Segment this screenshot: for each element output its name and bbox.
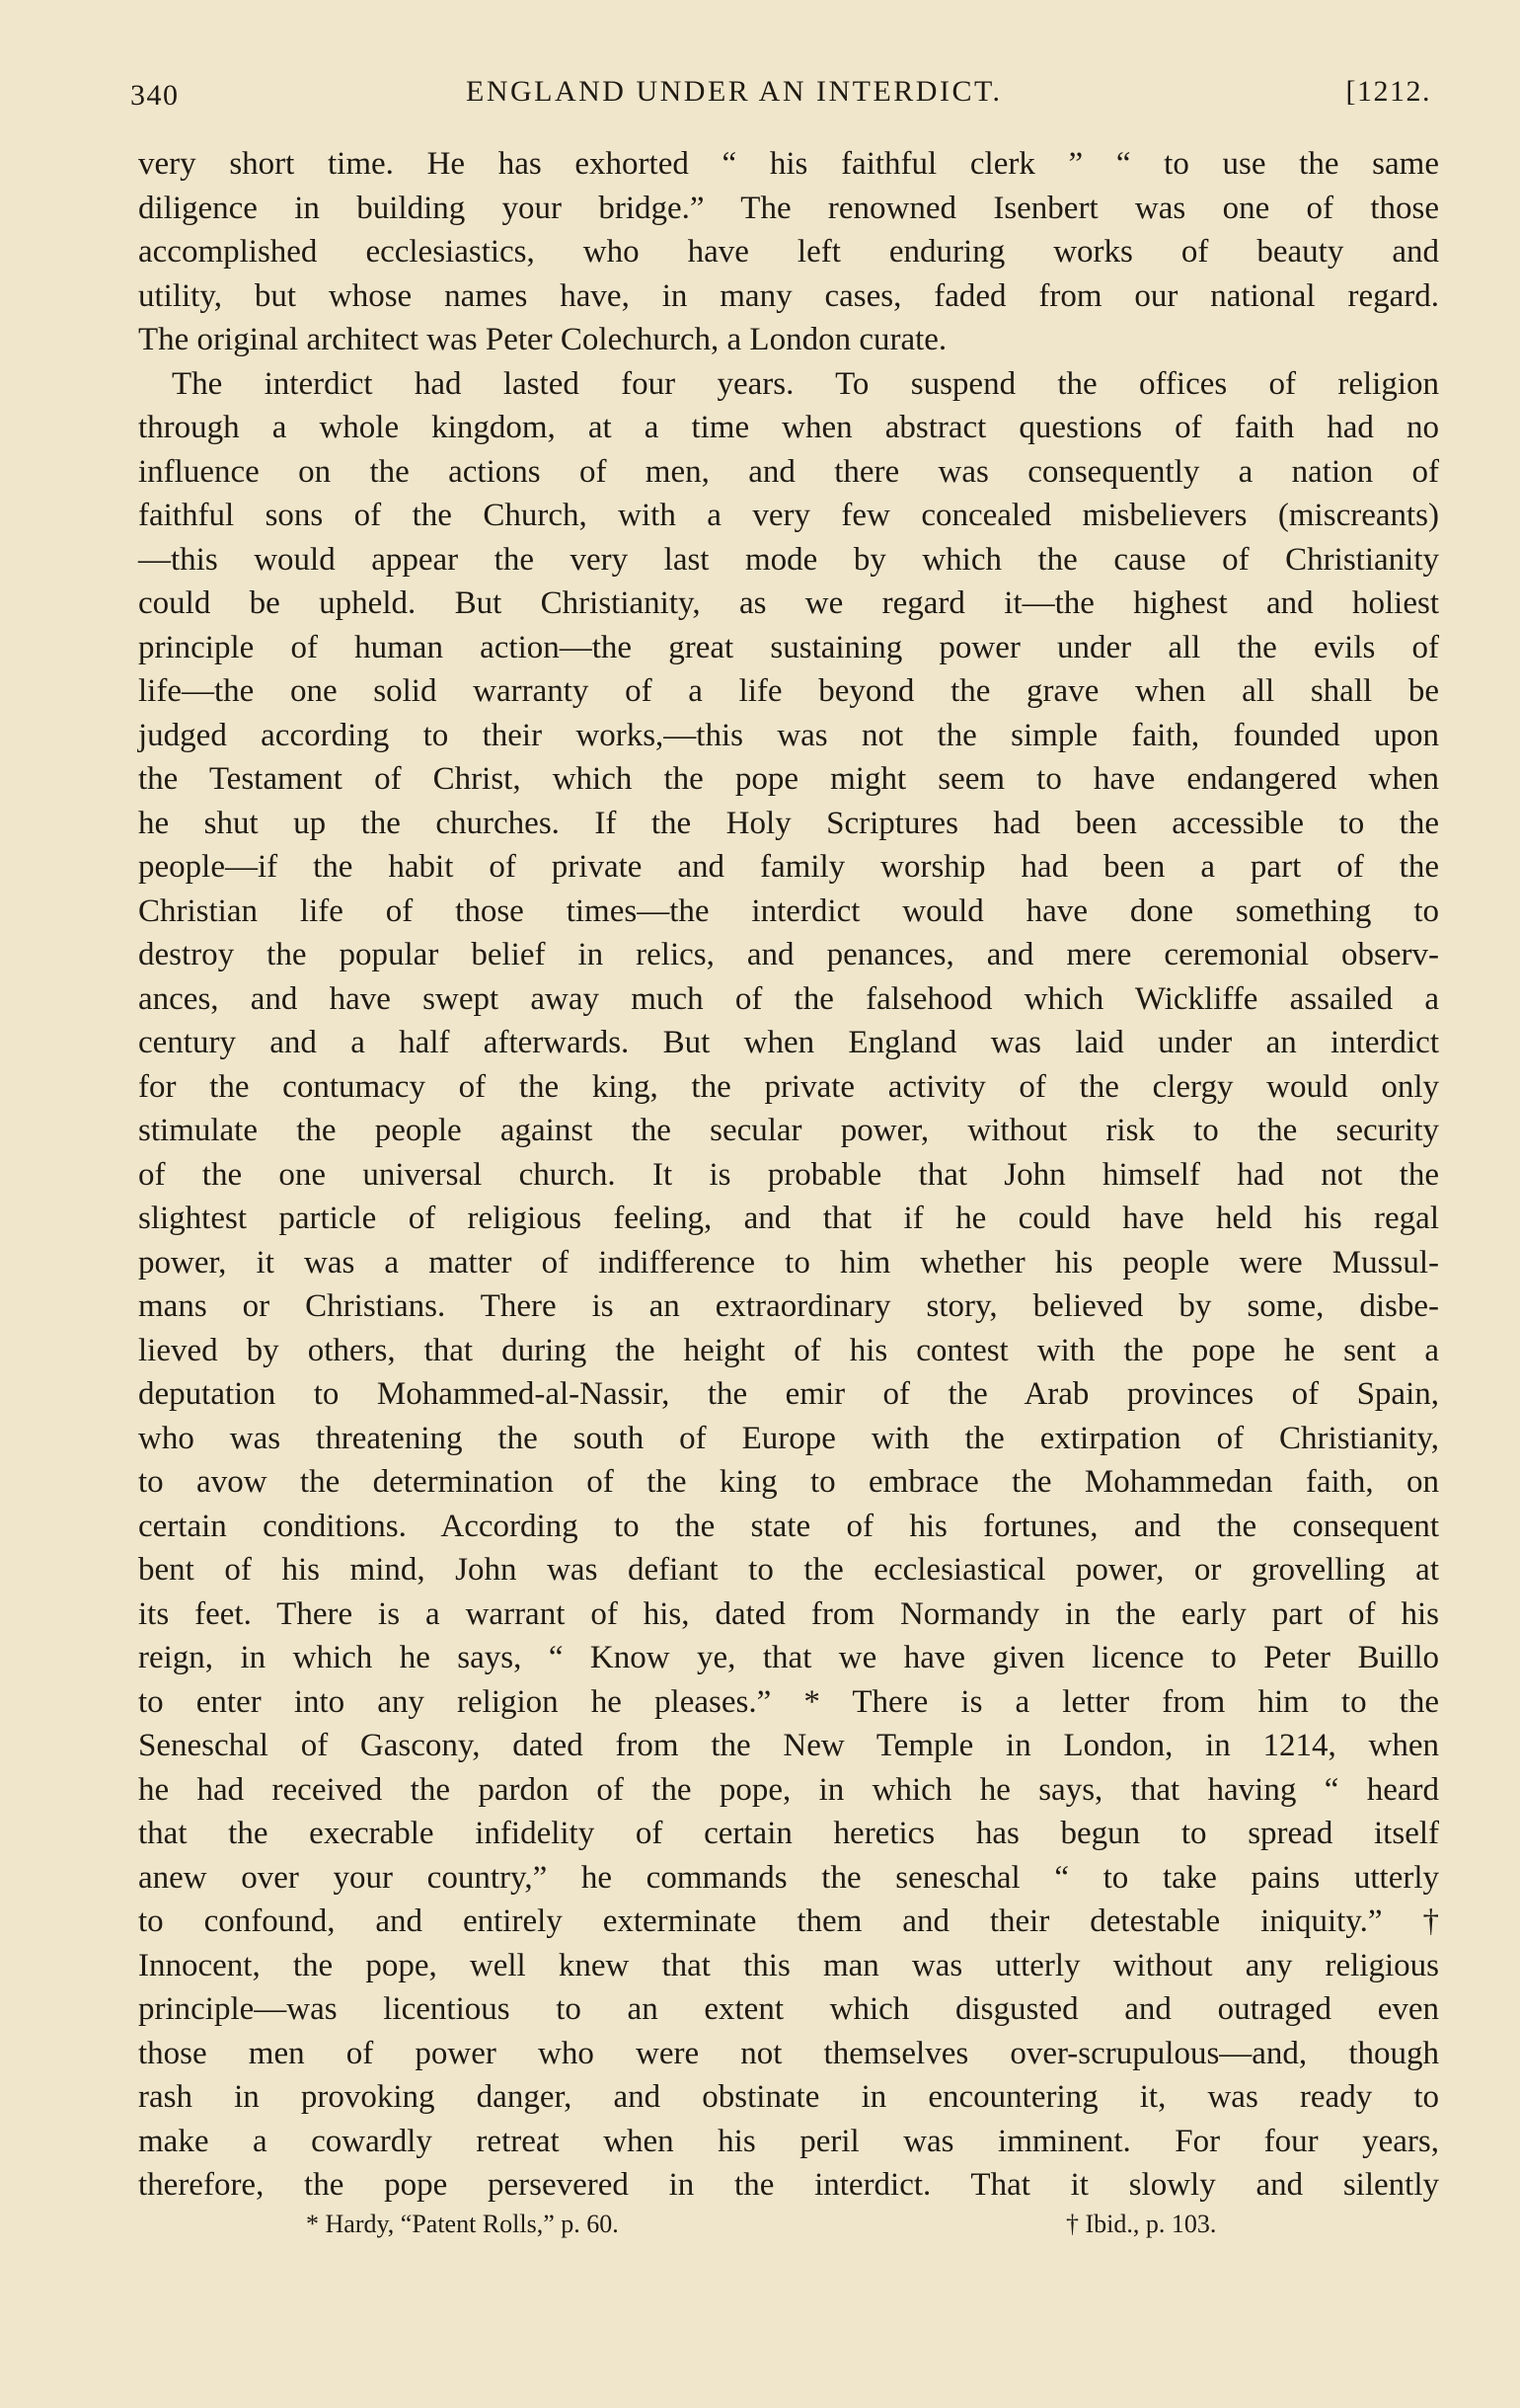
text-line: principle of human action—the great sustaining power under all the evils of: [138, 629, 1439, 665]
text-line: he had received the pardon of the pope, in which he says, that having “ heard: [138, 1771, 1439, 1808]
text-line: to enter into any religion he pleases.” * There is a letter from him to the: [138, 1683, 1439, 1720]
footnote-ibid: † Ibid., p. 103.: [1066, 2210, 1217, 2238]
text-line: very short time. He has exhorted “ his faithful clerk ” “ to use the same: [138, 146, 1439, 182]
text-line: Christian life of those times—the interdict would have done something to: [138, 893, 1439, 929]
text-line: through a whole kingdom, at a time when abstract questions of faith had no: [138, 410, 1439, 445]
text-line: life—the one solid warranty of a life beyond the grave when all shall be: [138, 673, 1439, 709]
text-line: he shut up the churches. If the Holy Scriptures had been accessible to the: [138, 805, 1439, 841]
header-year: [1212.: [1345, 75, 1431, 108]
text-line: people—if the habit of private and family worship had been a part of the: [138, 849, 1439, 885]
text-line: century and a half afterwards. But when England was laid under an interdict: [138, 1025, 1439, 1060]
body-text: [138, 142, 1439, 2208]
footnotes: [138, 2210, 1439, 2249]
running-title: ENGLAND UNDER AN INTERDICT.: [466, 75, 1003, 108]
text-line: slightest particle of religious feeling, and that if he could have held his regal: [138, 1201, 1439, 1236]
text-line: anew over your country,” he commands the seneschal “ to take pains utterly: [138, 1859, 1439, 1896]
text-line: deputation to Mohammed-al-Nassir, the emir of the Arab provinces of Spain,: [138, 1376, 1439, 1412]
footnote-hardy: * Hardy, “Patent Rolls,” p. 60.: [306, 2210, 619, 2238]
text-line: lieved by others, that during the height of his contest with the pope he sent a: [138, 1332, 1439, 1368]
text-line: who was threatening the south of Europe with the extirpation of Christianity,: [138, 1420, 1439, 1456]
text-line: mans or Christians. There is an extraordinary story, believed by some, disbe-: [138, 1288, 1439, 1324]
text-line: power, it was a matter of indifference to him whether his people were Mussul-: [138, 1244, 1439, 1281]
text-line: accomplished ecclesiastics, who have left enduring works of beauty and: [138, 234, 1439, 270]
text-line: to confound, and entirely exterminate them and their detestable iniquity.” †: [138, 1903, 1439, 1939]
text-line: ances, and have swept away much of the falsehood which Wickliffe assailed a: [138, 980, 1439, 1017]
text-line: Seneschal of Gascony, dated from the New Temple in London, in 1214, when: [138, 1728, 1439, 1763]
text-line: rash in provoking danger, and obstinate in encountering it, was ready to: [138, 2079, 1439, 2115]
text-line: reign, in which he says, “ Know ye, that we have given licence to Peter Buillo: [138, 1640, 1439, 1675]
text-line: to avow the determination of the king to embrace the Mohammedan faith, on: [138, 1464, 1439, 1500]
text-line: destroy the popular belief in relics, and penances, and mere ceremonial observ-: [138, 937, 1439, 972]
text-line: principle—was licentious to an extent which disgusted and outraged even: [138, 1991, 1439, 2027]
text-line: utility, but whose names have, in many cases, faded from our national regard.: [138, 277, 1439, 314]
text-line: stimulate the people against the secular power, without risk to the security: [138, 1113, 1439, 1148]
text-line: for the contumacy of the king, the private activity of the clergy would only: [138, 1068, 1439, 1105]
running-header: [130, 71, 1431, 120]
text-line: therefore, the pope persevered in the interdict. That it slowly and silently: [138, 2167, 1439, 2203]
text-line: —this would appear the very last mode by which the cause of Christianity: [138, 541, 1439, 578]
text-line: Innocent, the pope, well knew that this man was utterly without any religious: [138, 1947, 1439, 1983]
text-line: faithful sons of the Church, with a very few concealed misbelievers (miscreants): [138, 498, 1439, 533]
text-line: those men of power who were not themselves over-scrupulous—and, though: [138, 2035, 1439, 2071]
text-line: bent of his mind, John was defiant to the ecclesiastical power, or grovelling at: [138, 1552, 1439, 1588]
text-line: of the one universal church. It is probable that John himself had not the: [138, 1156, 1439, 1193]
text-line: diligence in building your bridge.” The renowned Isenbert was one of those: [138, 190, 1439, 226]
text-line: its feet. There is a warrant of his, dated from Normandy in the early part of his: [138, 1595, 1439, 1632]
text-line: make a cowardly retreat when his peril was imminent. For four years,: [138, 2123, 1439, 2159]
text-line: could be upheld. But Christianity, as we regard it—the highest and holiest: [138, 585, 1439, 621]
text-line: judged according to their works,—this was not the simple faith, founded upon: [138, 717, 1439, 753]
text-line: that the execrable infidelity of certain heretics has begun to spread itself: [138, 1816, 1439, 1851]
text-line: the Testament of Christ, which the pope might seem to have endangered when: [138, 761, 1439, 797]
text-line: The interdict had lasted four years. To suspend the offices of religion: [172, 365, 1439, 402]
text-line: certain conditions. According to the state of his fortunes, and the consequent: [138, 1508, 1439, 1544]
page-number: 340: [130, 79, 180, 112]
text-line: The original architect was Peter Colechurch, a London curate.: [138, 322, 948, 357]
text-line: influence on the actions of men, and there was consequently a nation of: [138, 453, 1439, 490]
